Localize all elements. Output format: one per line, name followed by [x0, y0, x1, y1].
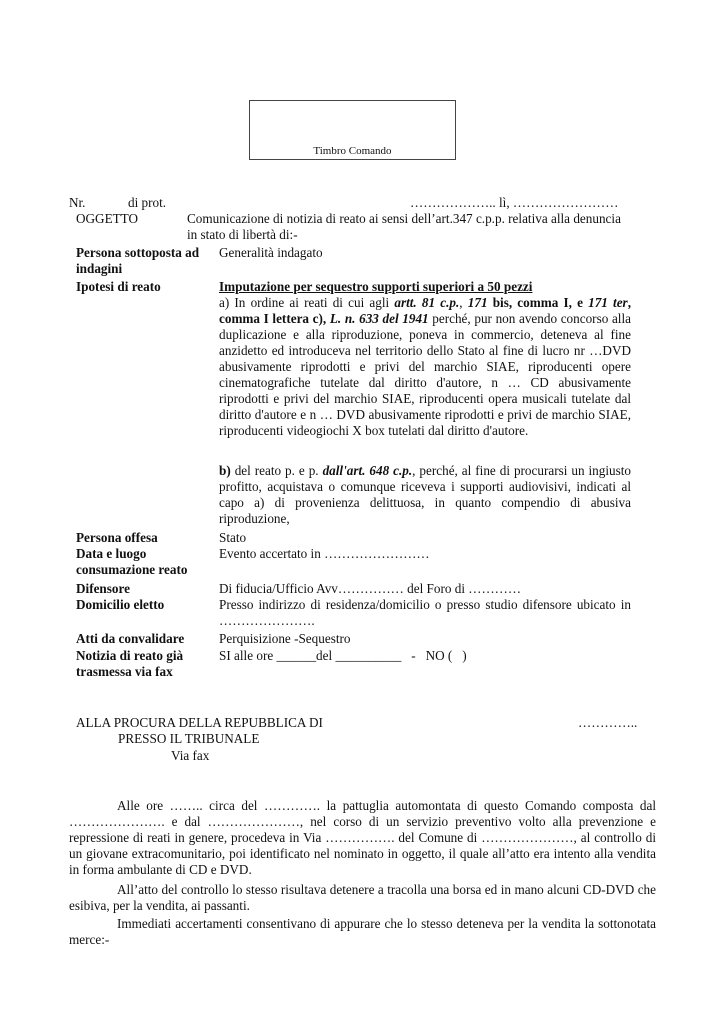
recipient-fax: Via fax [171, 748, 210, 763]
field-label-offesa: Persona offesa [76, 530, 158, 545]
field-value-difensore: Di fiducia/Ufficio Avv…………… del Foro di ………… [219, 581, 522, 596]
charge-b: b) del reato p. e p. dall'art. 648 c.p., perché, al fine di procurarsi un ingiusto profitto, acquistava o comunque riceveva i supporti audiovisivi, indicati al capo a) di provenienza delittuosa, in quanto compendio di abusiva riproduzione, [219, 463, 631, 526]
field-value-offesa: Stato [219, 530, 247, 545]
field-value-domicilio: Presso indirizzo di residenza/domicilio o presso studio difensore ubicato in …………………. [219, 597, 631, 628]
field-value-data: Evento accertato in …………………… [219, 546, 430, 561]
field-label-persona: Persona sottoposta ad indagini [76, 245, 200, 276]
recipient-procura: ALLA PROCURA DELLA REPUBBLICA DI [76, 715, 323, 730]
field-label-atti: Atti da convalidare [76, 631, 185, 646]
field-label-difensore: Difensore [76, 581, 130, 596]
stamp-label: Timbro Comando [313, 145, 392, 157]
charge-a: a) In ordine ai reati di cui agli artt. 81 c.p., 171 bis, comma I, e 171 ter, comma I lettera c), L. n. 633 del 1941 perché, pur non avendo concorso alla duplicazione e alla riproduzione, poneva in commercio, deteneva al fine anzidetto ed introduceva nel territorio dello Stato al fine di lucro nr …DVD abusivamente riprodotti e privi del marchio SIAE, riproducenti opere cinematografiche tutelate dal diritto d'autore, n … CD abusivamente riprodotti e privi del marchio SIAE, riproducenti opera musicali tutelate dal diritto d'autore e n … DVD abusivamente riprodotti e privi de marchio SIAE, riproducenti videogiochi X box tutelati dal diritto d'autore. [219, 295, 631, 438]
subject-text: Comunicazione di notizia di reato ai sensi dell’art.347 c.p.p. relativa alla denuncia in stato di libertà di:- [187, 211, 621, 242]
body-paragraph-3: Immediati accertamenti consentivano di appurare che lo stesso deteneva per la vendita la sottonotata merce:- [69, 916, 656, 947]
subject-label: OGGETTO [76, 211, 139, 226]
recipient-tribunale: PRESSO IL TRIBUNALE [118, 731, 260, 746]
field-label-notizia: Notizia di reato già trasmessa via fax [76, 648, 184, 679]
stamp-box [249, 100, 456, 160]
protocol-label: di prot. [128, 195, 167, 210]
field-label-data: Data e luogo consumazione reato [76, 546, 188, 577]
field-label-ipotesi: Ipotesi di reato [76, 279, 161, 294]
field-value-notizia: SI alle ore ______del __________ - NO ( ) [219, 648, 467, 663]
body-paragraph-2: All’atto del controllo lo stesso risultava detenere a tracolla una borsa ed in mano alcuni CD-DVD che esibiva, per la vendita, ai passanti. [69, 882, 656, 913]
field-value-atti: Perquisizione -Sequestro [219, 631, 351, 646]
recipient-dots: ………….. [578, 715, 638, 730]
field-label-domicilio: Domicilio eletto [76, 597, 165, 612]
protocol-nr: Nr. [69, 195, 86, 210]
field-value-persona: Generalità indagato [219, 245, 323, 260]
place-date: ……………….. lì, …………………… [410, 195, 619, 210]
body-paragraph-1: Alle ore …….. circa del …………. la pattuglia automontata di questo Comando composta dal …………………. e dal …………………, nel corso di un servizio preventivo volto alla prevenzione e repressione di reati in genere, procedeva in Via ……………. del Comune di …………………, al controllo di un giovane extracomunitario, poi identificato nel nominato in oggetto, il quale all’atto era intento alla vendita in forma ambulante di CD e DVD. [69, 798, 656, 877]
imputazione-title: Imputazione per sequestro supporti superiori a 50 pezzi [219, 279, 533, 294]
